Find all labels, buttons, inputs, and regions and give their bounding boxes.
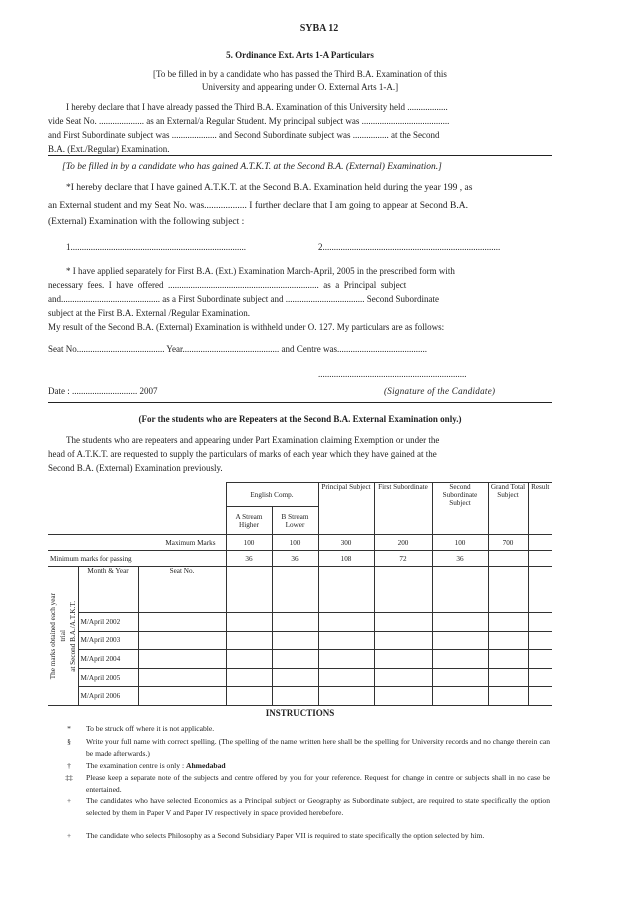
- instruction-symbol: +: [66, 831, 72, 840]
- max-marks-cell: 100: [272, 535, 318, 551]
- col-english: English Comp.: [226, 483, 318, 507]
- max-marks-cell: 100: [432, 535, 488, 551]
- col-b-stream: B Stream Lower: [272, 507, 318, 535]
- col-first-subordinate: First Subordinate: [374, 483, 432, 535]
- max-marks-cell: 100: [226, 535, 272, 551]
- divider: [48, 155, 552, 156]
- col-month-year: Month & Year: [78, 567, 138, 613]
- divider: [48, 402, 552, 403]
- max-marks-label: Maximum Marks: [48, 535, 226, 551]
- form-subtitle-line1: [To be filled in by a candidate who has passed the Third B.A. Examination of this: [153, 69, 447, 79]
- atkt-heading: [To be filled in by a candidate who has gained A.T.K.T. at the Second B.A. (External) Examination.]: [62, 162, 442, 172]
- max-marks-cell: 300: [318, 535, 374, 551]
- instruction-symbol: †: [67, 761, 71, 770]
- min-marks-cell: 36: [226, 551, 272, 567]
- table-cell[interactable]: [138, 650, 226, 669]
- instruction-text-part: The examination centre is only :: [86, 761, 186, 770]
- table-row-label: M/April 2004: [78, 650, 138, 669]
- min-marks-cell: 108: [318, 551, 374, 567]
- side-label-marks: The marks obtained each year: [48, 592, 57, 680]
- form-subtitle-line2: University and appearing under O. External Arts 1-A.]: [201, 82, 399, 92]
- col-a-stream: A Stream Higher: [226, 507, 272, 535]
- side-label-trial: trial: [58, 630, 67, 642]
- instruction-symbol: §: [67, 737, 71, 746]
- table-row-label: M/April 2005: [78, 668, 138, 687]
- marks-table: [48, 482, 552, 706]
- repeaters-heading: (For the students who are Repeaters at the Second B.A. External Examination only.): [138, 414, 462, 424]
- atkt-line3: (External) Examination with the following subject :: [48, 217, 245, 227]
- centre-name: Ahmedabad: [185, 761, 226, 770]
- min-marks-cell: 36: [432, 551, 488, 567]
- col-principal: Principal Subject: [318, 483, 374, 535]
- atkt-line1: *I hereby declare that I have gained A.T.K.T. at the Second B.A. Examination held during the year 199 , as: [66, 183, 473, 193]
- subject-field-2[interactable]: 2...............................................................................: [318, 242, 501, 252]
- table-cell[interactable]: [138, 612, 226, 631]
- col-second-subordinate: Second Subordinate Subject: [432, 483, 488, 535]
- repeaters-line1: The students who are repeaters and appearing under Part Examination claiming Exemption or under the: [66, 435, 440, 445]
- col-seat-no: Seat No.: [138, 567, 226, 613]
- page-code: SYBA 12: [299, 23, 339, 34]
- signature-line[interactable]: ..................................................................: [318, 369, 467, 379]
- table-cell[interactable]: [138, 668, 226, 687]
- instruction-symbol: ‡‡: [65, 773, 73, 782]
- instruction-text: The candidates who have selected Economics as a Principal subject or Geography as Subordinate subject, are required to state specifically the option selected by them in Paper V and Paper IV respectively in space provided herebefore.: [86, 796, 550, 817]
- min-marks-cell: 72: [374, 551, 432, 567]
- col-grand-total: Grand Total Subject: [488, 483, 528, 535]
- form-title: 5. Ordinance Ext. Arts 1-A Particulars: [226, 50, 374, 60]
- instruction-symbol: +: [66, 796, 72, 805]
- declaration-a-line4: B.A. (Ext./Regular) Examination.: [48, 144, 170, 154]
- table-cell[interactable]: [138, 631, 226, 650]
- instructions-heading: INSTRUCTIONS: [265, 708, 335, 718]
- table-row-label: M/April 2003: [78, 631, 138, 650]
- col-result: Result: [528, 483, 552, 535]
- max-marks-cell: 700: [488, 535, 528, 551]
- applied-line2: necessary fees. I have offered ................................................................... as a Principal subject: [48, 280, 407, 290]
- atkt-line2: an External student and my Seat No. was.................. I further declare that I am going to appear at Second B.A.: [48, 201, 468, 211]
- applied-line1: * I have applied separately for First B.A. (Ext.) Examination March-April, 2005 in the prescribed form with: [66, 266, 455, 276]
- seat-year-centre-line[interactable]: Seat No....................................... Year........................................... and Centre was........................................: [48, 344, 427, 354]
- repeaters-line2: head of A.T.K.T. are requested to supply the particulars of marks of each year which they have gained at the: [48, 449, 437, 459]
- signature-label: (Signature of the Candidate): [384, 386, 496, 396]
- date-field[interactable]: Date : ............................. 2007: [48, 386, 158, 396]
- declaration-a-line3: and First Subordinate subject was .................... and Second Subordinate subject was ................ at the Second: [48, 130, 440, 140]
- declaration-a-line1: I hereby declare that I have already passed the Third B.A. Examination of this University held ..................: [66, 102, 448, 112]
- table-row-label: M/April 2006: [78, 687, 138, 706]
- max-marks-cell: 200: [374, 535, 432, 551]
- instruction-text: The candidate who selects Philosophy as a Second Subsidiary Paper VII is required to state specifically the option selected by him.: [86, 831, 485, 840]
- min-marks-cell: 36: [272, 551, 318, 567]
- side-label-atkt: at Second B.A./A.T.K.T.: [68, 600, 77, 672]
- min-marks-label: Minimum marks for passing: [48, 551, 226, 567]
- instruction-text: Write your full name with correct spelling. (The spelling of the name written here shall be the spelling for University records and no change therein can be made afterwards.): [86, 737, 550, 758]
- instruction-text: Please keep a separate note of the subjects and centre offered by you for your reference. Request for change in centre or subjects shall in no case be entertained.: [86, 773, 550, 794]
- withheld-line: My result of the Second B.A. (External) Examination is withheld under O. 127. My particulars are as follows:: [48, 322, 445, 332]
- instruction-text: [86, 760, 550, 772]
- declaration-a-line2: vide Seat No. .................... as an External/a Regular Student. My principal subject was .......................................: [48, 116, 450, 126]
- table-cell[interactable]: [138, 687, 226, 706]
- instruction-text: To be struck off where it is not applicable.: [86, 724, 215, 733]
- table-row-label: M/April 2002: [78, 612, 138, 631]
- subject-field-1[interactable]: 1..............................................................................: [66, 242, 246, 252]
- repeaters-line3: Second B.A. (External) Examination previously.: [48, 463, 223, 473]
- instruction-symbol: *: [67, 724, 71, 733]
- applied-line3: and............................................ as a First Subordinate subject and ................................... Second Subordinate: [48, 294, 439, 304]
- applied-line4: subject at the First B.A. External /Regular Examination.: [48, 308, 250, 318]
